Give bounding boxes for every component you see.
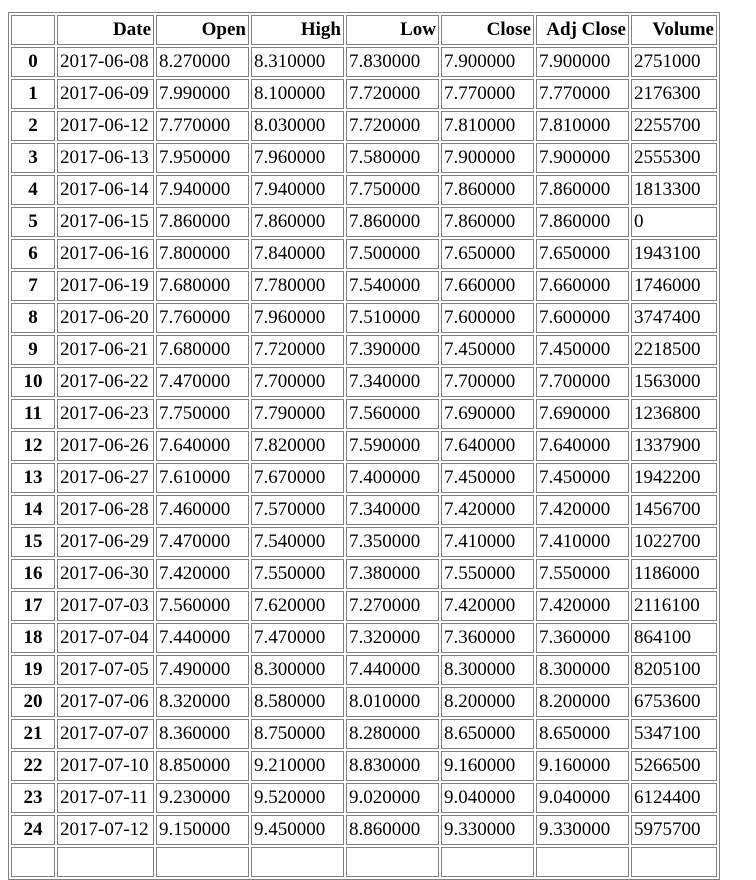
empty-cell bbox=[441, 847, 534, 877]
cell-adj-close: 7.420000 bbox=[536, 495, 629, 525]
cell-date: 2017-07-11 bbox=[57, 783, 154, 813]
cell-adj-close: 7.650000 bbox=[536, 239, 629, 269]
cell-close: 7.860000 bbox=[441, 207, 534, 237]
table-row bbox=[11, 271, 717, 301]
cell-open: 7.470000 bbox=[156, 527, 249, 557]
cell-high: 7.700000 bbox=[251, 367, 344, 397]
column-header-adj-close: Adj Close bbox=[536, 15, 629, 45]
empty-cell bbox=[57, 847, 154, 877]
cell-date: 2017-06-20 bbox=[57, 303, 154, 333]
cell-low: 7.400000 bbox=[346, 463, 439, 493]
table-row bbox=[11, 207, 717, 237]
cell-high: 7.720000 bbox=[251, 335, 344, 365]
cell-high: 7.620000 bbox=[251, 591, 344, 621]
cell-low: 8.010000 bbox=[346, 687, 439, 717]
cell-adj-close: 7.900000 bbox=[536, 143, 629, 173]
cell-close: 9.040000 bbox=[441, 783, 534, 813]
column-header-open: Open bbox=[156, 15, 249, 45]
row-index: 12 bbox=[11, 431, 55, 461]
cell-low: 7.580000 bbox=[346, 143, 439, 173]
cell-date: 2017-06-12 bbox=[57, 111, 154, 141]
cell-open: 7.610000 bbox=[156, 463, 249, 493]
column-header-low: Low bbox=[346, 15, 439, 45]
cell-date: 2017-06-14 bbox=[57, 175, 154, 205]
cell-volume: 1186000 bbox=[631, 559, 717, 589]
cell-open: 7.760000 bbox=[156, 303, 249, 333]
cell-open: 7.940000 bbox=[156, 175, 249, 205]
empty-cell bbox=[346, 847, 439, 877]
cell-volume: 2218500 bbox=[631, 335, 717, 365]
row-index: 7 bbox=[11, 271, 55, 301]
cell-volume: 1236800 bbox=[631, 399, 717, 429]
cell-date: 2017-07-03 bbox=[57, 591, 154, 621]
cell-volume: 2176300 bbox=[631, 79, 717, 109]
cell-volume: 1813300 bbox=[631, 175, 717, 205]
cell-open: 7.460000 bbox=[156, 495, 249, 525]
cell-adj-close: 7.660000 bbox=[536, 271, 629, 301]
row-index: 16 bbox=[11, 559, 55, 589]
cell-volume: 2555300 bbox=[631, 143, 717, 173]
row-index: 0 bbox=[11, 47, 55, 77]
cell-date: 2017-06-29 bbox=[57, 527, 154, 557]
table-row bbox=[11, 463, 717, 493]
cell-high: 8.310000 bbox=[251, 47, 344, 77]
cell-adj-close: 7.810000 bbox=[536, 111, 629, 141]
column-header-high: High bbox=[251, 15, 344, 45]
cell-open: 7.440000 bbox=[156, 623, 249, 653]
row-index: 14 bbox=[11, 495, 55, 525]
table-row bbox=[11, 527, 717, 557]
cell-date: 2017-07-12 bbox=[57, 815, 154, 845]
cell-high: 7.790000 bbox=[251, 399, 344, 429]
row-index: 6 bbox=[11, 239, 55, 269]
cell-close: 7.900000 bbox=[441, 47, 534, 77]
cell-low: 7.720000 bbox=[346, 79, 439, 109]
cell-adj-close: 8.200000 bbox=[536, 687, 629, 717]
cell-adj-close: 7.690000 bbox=[536, 399, 629, 429]
cell-high: 8.030000 bbox=[251, 111, 344, 141]
row-index: 8 bbox=[11, 303, 55, 333]
cell-high: 7.540000 bbox=[251, 527, 344, 557]
cell-close: 9.160000 bbox=[441, 751, 534, 781]
row-index: 22 bbox=[11, 751, 55, 781]
row-index: 24 bbox=[11, 815, 55, 845]
table-row bbox=[11, 623, 717, 653]
cell-date: 2017-06-21 bbox=[57, 335, 154, 365]
table-row bbox=[11, 239, 717, 269]
cell-close: 7.360000 bbox=[441, 623, 534, 653]
cell-close: 7.600000 bbox=[441, 303, 534, 333]
cell-low: 7.500000 bbox=[346, 239, 439, 269]
cell-open: 7.800000 bbox=[156, 239, 249, 269]
cell-low: 7.560000 bbox=[346, 399, 439, 429]
cell-high: 8.300000 bbox=[251, 655, 344, 685]
cell-close: 7.770000 bbox=[441, 79, 534, 109]
column-header-volume: Volume bbox=[631, 15, 717, 45]
cell-low: 7.320000 bbox=[346, 623, 439, 653]
cell-open: 7.860000 bbox=[156, 207, 249, 237]
cell-open: 7.990000 bbox=[156, 79, 249, 109]
cell-close: 7.900000 bbox=[441, 143, 534, 173]
cell-adj-close: 7.360000 bbox=[536, 623, 629, 653]
cell-low: 7.440000 bbox=[346, 655, 439, 685]
cell-low: 7.340000 bbox=[346, 367, 439, 397]
row-index: 4 bbox=[11, 175, 55, 205]
cell-volume: 1563000 bbox=[631, 367, 717, 397]
cell-adj-close: 7.550000 bbox=[536, 559, 629, 589]
cell-volume: 5347100 bbox=[631, 719, 717, 749]
cell-open: 7.680000 bbox=[156, 335, 249, 365]
cell-high: 9.520000 bbox=[251, 783, 344, 813]
cell-open: 8.270000 bbox=[156, 47, 249, 77]
cell-volume: 1943100 bbox=[631, 239, 717, 269]
cell-high: 7.820000 bbox=[251, 431, 344, 461]
cell-volume: 2751000 bbox=[631, 47, 717, 77]
row-index: 19 bbox=[11, 655, 55, 685]
cell-adj-close: 7.450000 bbox=[536, 463, 629, 493]
cell-high: 7.960000 bbox=[251, 143, 344, 173]
cell-close: 7.640000 bbox=[441, 431, 534, 461]
cell-close: 7.860000 bbox=[441, 175, 534, 205]
empty-cell bbox=[631, 847, 717, 877]
cell-close: 7.550000 bbox=[441, 559, 534, 589]
cell-adj-close: 8.300000 bbox=[536, 655, 629, 685]
row-index: 18 bbox=[11, 623, 55, 653]
cell-date: 2017-06-19 bbox=[57, 271, 154, 301]
cell-adj-close: 7.600000 bbox=[536, 303, 629, 333]
table-row bbox=[11, 751, 717, 781]
cell-low: 7.720000 bbox=[346, 111, 439, 141]
cell-low: 7.380000 bbox=[346, 559, 439, 589]
cell-close: 7.700000 bbox=[441, 367, 534, 397]
cell-close: 8.650000 bbox=[441, 719, 534, 749]
cell-open: 7.490000 bbox=[156, 655, 249, 685]
cell-volume: 1337900 bbox=[631, 431, 717, 461]
cell-volume: 5975700 bbox=[631, 815, 717, 845]
empty-cell bbox=[536, 847, 629, 877]
cell-date: 2017-06-16 bbox=[57, 239, 154, 269]
table-row bbox=[11, 431, 717, 461]
cell-date: 2017-06-08 bbox=[57, 47, 154, 77]
row-index: 23 bbox=[11, 783, 55, 813]
cell-adj-close: 9.040000 bbox=[536, 783, 629, 813]
cell-open: 9.230000 bbox=[156, 783, 249, 813]
cell-high: 7.780000 bbox=[251, 271, 344, 301]
cell-volume: 0 bbox=[631, 207, 717, 237]
cell-volume: 6753600 bbox=[631, 687, 717, 717]
table-row bbox=[11, 367, 717, 397]
cell-low: 7.590000 bbox=[346, 431, 439, 461]
cell-date: 2017-06-09 bbox=[57, 79, 154, 109]
cell-high: 7.960000 bbox=[251, 303, 344, 333]
cell-close: 8.200000 bbox=[441, 687, 534, 717]
column-header-date: Date bbox=[57, 15, 154, 45]
cell-adj-close: 7.900000 bbox=[536, 47, 629, 77]
cell-open: 7.470000 bbox=[156, 367, 249, 397]
cell-close: 7.420000 bbox=[441, 591, 534, 621]
cell-close: 7.690000 bbox=[441, 399, 534, 429]
table-row bbox=[11, 79, 717, 109]
cell-low: 7.270000 bbox=[346, 591, 439, 621]
cell-adj-close: 7.450000 bbox=[536, 335, 629, 365]
cell-low: 9.020000 bbox=[346, 783, 439, 813]
cell-open: 8.850000 bbox=[156, 751, 249, 781]
cell-open: 8.360000 bbox=[156, 719, 249, 749]
cell-close: 7.450000 bbox=[441, 463, 534, 493]
stock-price-table bbox=[8, 12, 720, 880]
cell-open: 7.750000 bbox=[156, 399, 249, 429]
cell-low: 7.830000 bbox=[346, 47, 439, 77]
cell-high: 9.450000 bbox=[251, 815, 344, 845]
cell-low: 7.510000 bbox=[346, 303, 439, 333]
cell-high: 7.840000 bbox=[251, 239, 344, 269]
row-index: 2 bbox=[11, 111, 55, 141]
cell-high: 9.210000 bbox=[251, 751, 344, 781]
cell-high: 7.670000 bbox=[251, 463, 344, 493]
row-index: 15 bbox=[11, 527, 55, 557]
cell-date: 2017-06-30 bbox=[57, 559, 154, 589]
cell-close: 7.450000 bbox=[441, 335, 534, 365]
table-row bbox=[11, 655, 717, 685]
cell-low: 7.340000 bbox=[346, 495, 439, 525]
table-row bbox=[11, 591, 717, 621]
table-row bbox=[11, 783, 717, 813]
cell-open: 7.560000 bbox=[156, 591, 249, 621]
cell-open: 7.950000 bbox=[156, 143, 249, 173]
cell-date: 2017-06-23 bbox=[57, 399, 154, 429]
cell-volume: 6124400 bbox=[631, 783, 717, 813]
cell-adj-close: 7.860000 bbox=[536, 175, 629, 205]
table-row bbox=[11, 719, 717, 749]
cell-volume: 2255700 bbox=[631, 111, 717, 141]
table-row bbox=[11, 815, 717, 845]
table-row bbox=[11, 495, 717, 525]
table-row-partial bbox=[11, 847, 717, 877]
cell-high: 7.470000 bbox=[251, 623, 344, 653]
cell-volume: 864100 bbox=[631, 623, 717, 653]
cell-date: 2017-06-26 bbox=[57, 431, 154, 461]
cell-date: 2017-07-06 bbox=[57, 687, 154, 717]
cell-low: 7.390000 bbox=[346, 335, 439, 365]
cell-low: 8.860000 bbox=[346, 815, 439, 845]
table-body bbox=[11, 47, 717, 877]
cell-open: 7.680000 bbox=[156, 271, 249, 301]
row-index: 3 bbox=[11, 143, 55, 173]
cell-open: 8.320000 bbox=[156, 687, 249, 717]
cell-adj-close: 7.410000 bbox=[536, 527, 629, 557]
table-row bbox=[11, 111, 717, 141]
cell-open: 7.420000 bbox=[156, 559, 249, 589]
cell-adj-close: 8.650000 bbox=[536, 719, 629, 749]
header-row bbox=[11, 15, 717, 45]
table-row bbox=[11, 399, 717, 429]
empty-cell bbox=[11, 847, 55, 877]
cell-adj-close: 7.770000 bbox=[536, 79, 629, 109]
table-row bbox=[11, 687, 717, 717]
cell-date: 2017-07-07 bbox=[57, 719, 154, 749]
cell-date: 2017-06-15 bbox=[57, 207, 154, 237]
empty-cell bbox=[156, 847, 249, 877]
cell-high: 8.580000 bbox=[251, 687, 344, 717]
cell-date: 2017-06-27 bbox=[57, 463, 154, 493]
empty-cell bbox=[251, 847, 344, 877]
cell-volume: 3747400 bbox=[631, 303, 717, 333]
cell-close: 7.660000 bbox=[441, 271, 534, 301]
dataframe-container bbox=[8, 12, 720, 880]
cell-low: 7.540000 bbox=[346, 271, 439, 301]
cell-close: 7.420000 bbox=[441, 495, 534, 525]
table-row bbox=[11, 559, 717, 589]
cell-close: 9.330000 bbox=[441, 815, 534, 845]
cell-date: 2017-07-10 bbox=[57, 751, 154, 781]
row-index: 13 bbox=[11, 463, 55, 493]
cell-volume: 2116100 bbox=[631, 591, 717, 621]
cell-close: 7.650000 bbox=[441, 239, 534, 269]
cell-low: 7.860000 bbox=[346, 207, 439, 237]
cell-low: 8.830000 bbox=[346, 751, 439, 781]
cell-low: 7.350000 bbox=[346, 527, 439, 557]
cell-adj-close: 7.640000 bbox=[536, 431, 629, 461]
cell-high: 7.940000 bbox=[251, 175, 344, 205]
cell-adj-close: 7.420000 bbox=[536, 591, 629, 621]
cell-open: 7.640000 bbox=[156, 431, 249, 461]
cell-adj-close: 9.160000 bbox=[536, 751, 629, 781]
index-column-header bbox=[11, 15, 55, 45]
row-index: 9 bbox=[11, 335, 55, 365]
row-index: 11 bbox=[11, 399, 55, 429]
row-index: 10 bbox=[11, 367, 55, 397]
row-index: 21 bbox=[11, 719, 55, 749]
cell-close: 7.410000 bbox=[441, 527, 534, 557]
cell-high: 8.100000 bbox=[251, 79, 344, 109]
cell-open: 7.770000 bbox=[156, 111, 249, 141]
table-row bbox=[11, 143, 717, 173]
cell-date: 2017-07-05 bbox=[57, 655, 154, 685]
cell-date: 2017-06-28 bbox=[57, 495, 154, 525]
table-row bbox=[11, 303, 717, 333]
cell-adj-close: 7.860000 bbox=[536, 207, 629, 237]
cell-adj-close: 7.700000 bbox=[536, 367, 629, 397]
cell-high: 7.860000 bbox=[251, 207, 344, 237]
cell-adj-close: 9.330000 bbox=[536, 815, 629, 845]
cell-low: 7.750000 bbox=[346, 175, 439, 205]
row-index: 5 bbox=[11, 207, 55, 237]
cell-volume: 1456700 bbox=[631, 495, 717, 525]
table-row bbox=[11, 47, 717, 77]
row-index: 20 bbox=[11, 687, 55, 717]
cell-high: 7.550000 bbox=[251, 559, 344, 589]
cell-volume: 8205100 bbox=[631, 655, 717, 685]
cell-low: 8.280000 bbox=[346, 719, 439, 749]
column-header-close: Close bbox=[441, 15, 534, 45]
cell-high: 7.570000 bbox=[251, 495, 344, 525]
cell-date: 2017-07-04 bbox=[57, 623, 154, 653]
cell-volume: 1022700 bbox=[631, 527, 717, 557]
cell-open: 9.150000 bbox=[156, 815, 249, 845]
table-row bbox=[11, 175, 717, 205]
cell-high: 8.750000 bbox=[251, 719, 344, 749]
cell-volume: 1942200 bbox=[631, 463, 717, 493]
cell-date: 2017-06-13 bbox=[57, 143, 154, 173]
cell-volume: 5266500 bbox=[631, 751, 717, 781]
table-row bbox=[11, 335, 717, 365]
cell-volume: 1746000 bbox=[631, 271, 717, 301]
row-index: 1 bbox=[11, 79, 55, 109]
cell-close: 8.300000 bbox=[441, 655, 534, 685]
row-index: 17 bbox=[11, 591, 55, 621]
cell-date: 2017-06-22 bbox=[57, 367, 154, 397]
cell-close: 7.810000 bbox=[441, 111, 534, 141]
